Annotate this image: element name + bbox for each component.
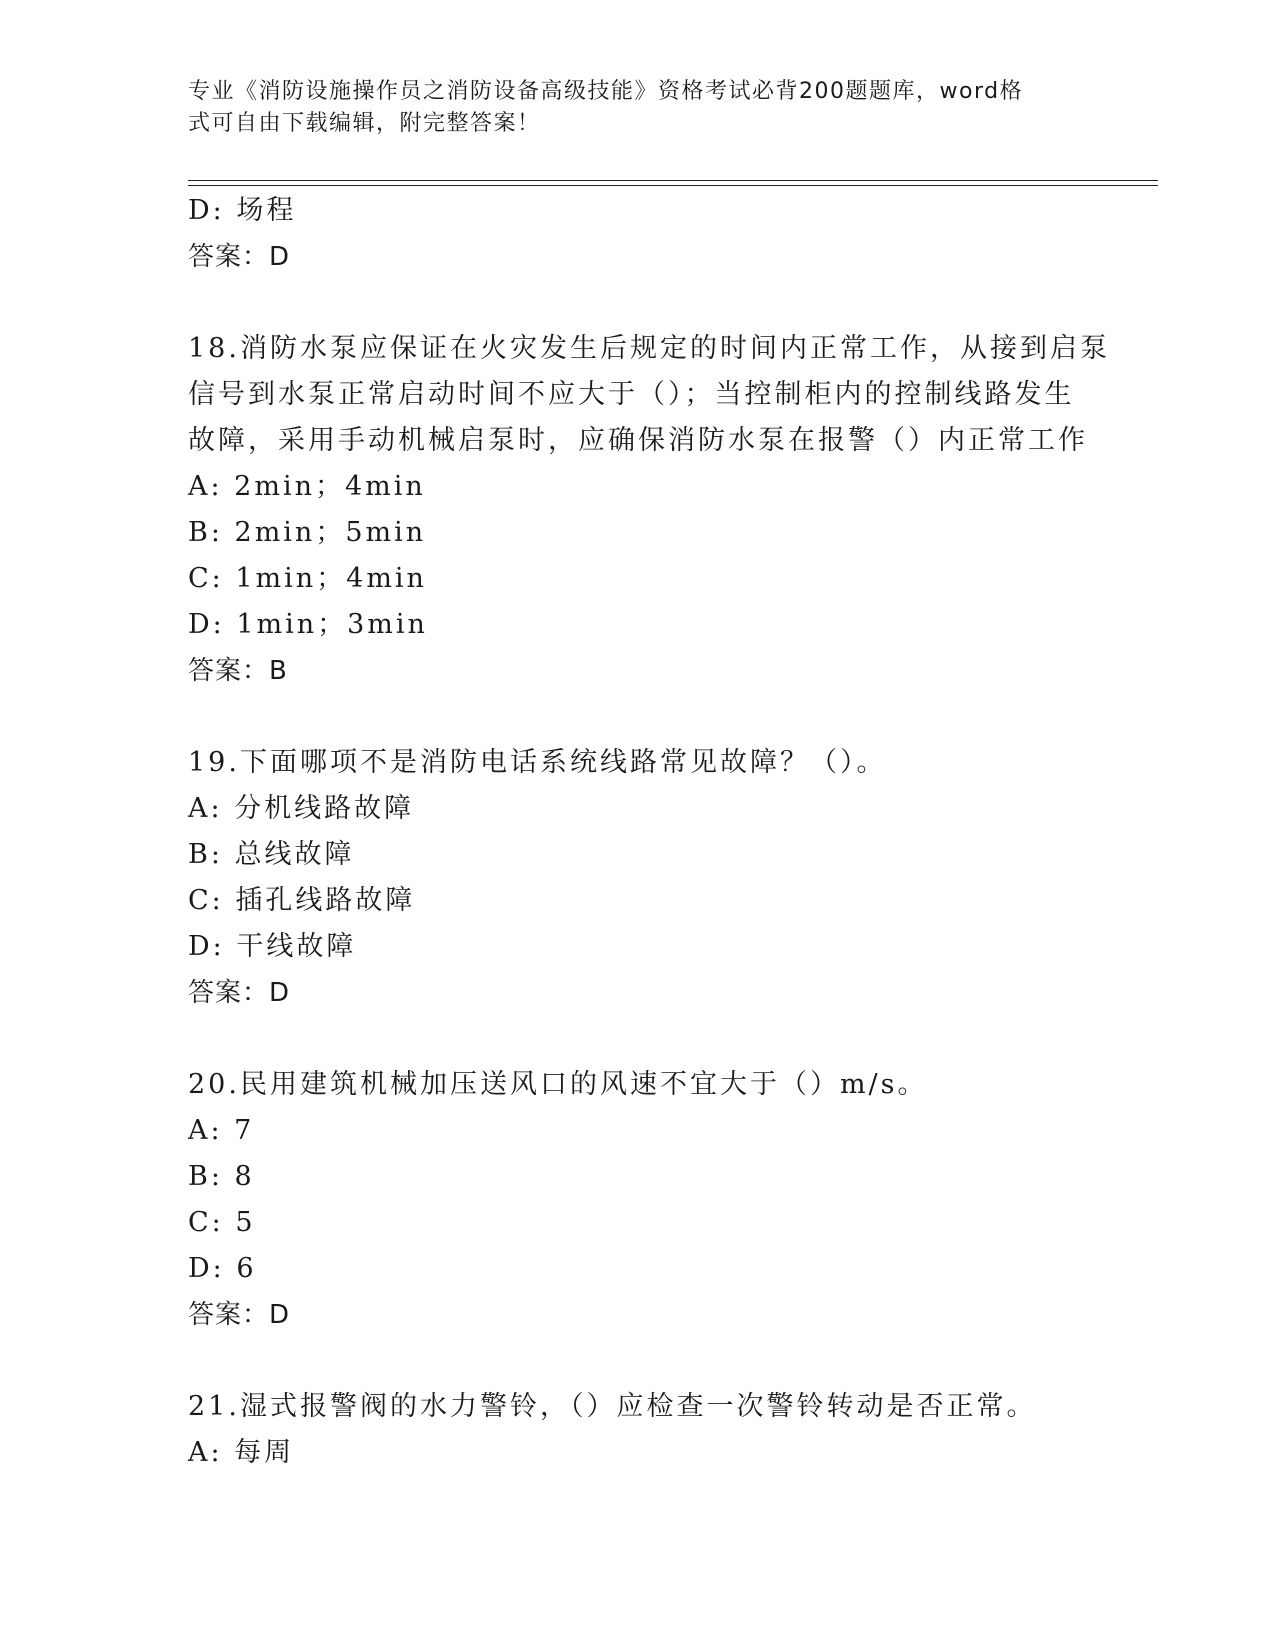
option-d: D: 场程 [188, 195, 297, 226]
header-divider-bottom [188, 185, 1158, 186]
question-stem: 故障，采用手动机械启泵时，应确保消防水泵在报警（）内正常工作 [188, 425, 1088, 456]
option-b: B: 总线故障 [188, 839, 355, 870]
question-stem: 信号到水泵正常启动时间不应大于（）；当控制柜内的控制线路发生 [188, 379, 1075, 410]
option-c: C: 插孔线路故障 [188, 885, 416, 916]
question-stem: 21.湿式报警阀的水力警铃，（）应检查一次警铃转动是否正常。 [188, 1391, 1037, 1422]
answer-line: 答案：D [188, 978, 291, 1008]
document-body [188, 188, 1110, 1476]
option-c: C: 1min；4min [188, 563, 427, 594]
option-d: D: 1min；3min [188, 609, 428, 640]
question-stem: 18.消防水泵应保证在火灾发生后规定的时间内正常工作，从接到启泵 [188, 333, 1110, 364]
answer-line: 答案：B [188, 656, 288, 686]
option-b: B: 8 [188, 1161, 255, 1192]
header-line-2: 式可自由下载编辑，附完整答案！ [188, 111, 541, 136]
answer-line: 答案：D [188, 1300, 291, 1330]
spacer [188, 1338, 1088, 1384]
answer-line: 答案：D [188, 242, 291, 272]
option-a: A: 2min；4min [188, 471, 426, 502]
question-stem: 20.民用建筑机械加压送风口的风速不宜大于（）m/s。 [188, 1069, 928, 1100]
spacer [188, 1016, 1088, 1062]
option-d: D: 6 [188, 1253, 257, 1284]
option-a: A: 分机线路故障 [188, 793, 415, 824]
option-a: A: 7 [188, 1115, 255, 1146]
option-a: A: 每周 [188, 1437, 295, 1468]
spacer [188, 694, 1088, 740]
document-header [188, 76, 1068, 140]
option-b: B: 2min；5min [188, 517, 427, 548]
question-stem: 19.下面哪项不是消防电话系统线路常见故障？（）。 [188, 747, 887, 778]
header-line-1: 专业《消防设施操作员之消防设备高级技能》资格考试必背200题题库，word格 [188, 79, 1024, 104]
spacer [188, 280, 1088, 326]
option-c: C: 5 [188, 1207, 256, 1238]
option-d: D: 干线故障 [188, 931, 357, 962]
header-divider-top [188, 180, 1158, 181]
